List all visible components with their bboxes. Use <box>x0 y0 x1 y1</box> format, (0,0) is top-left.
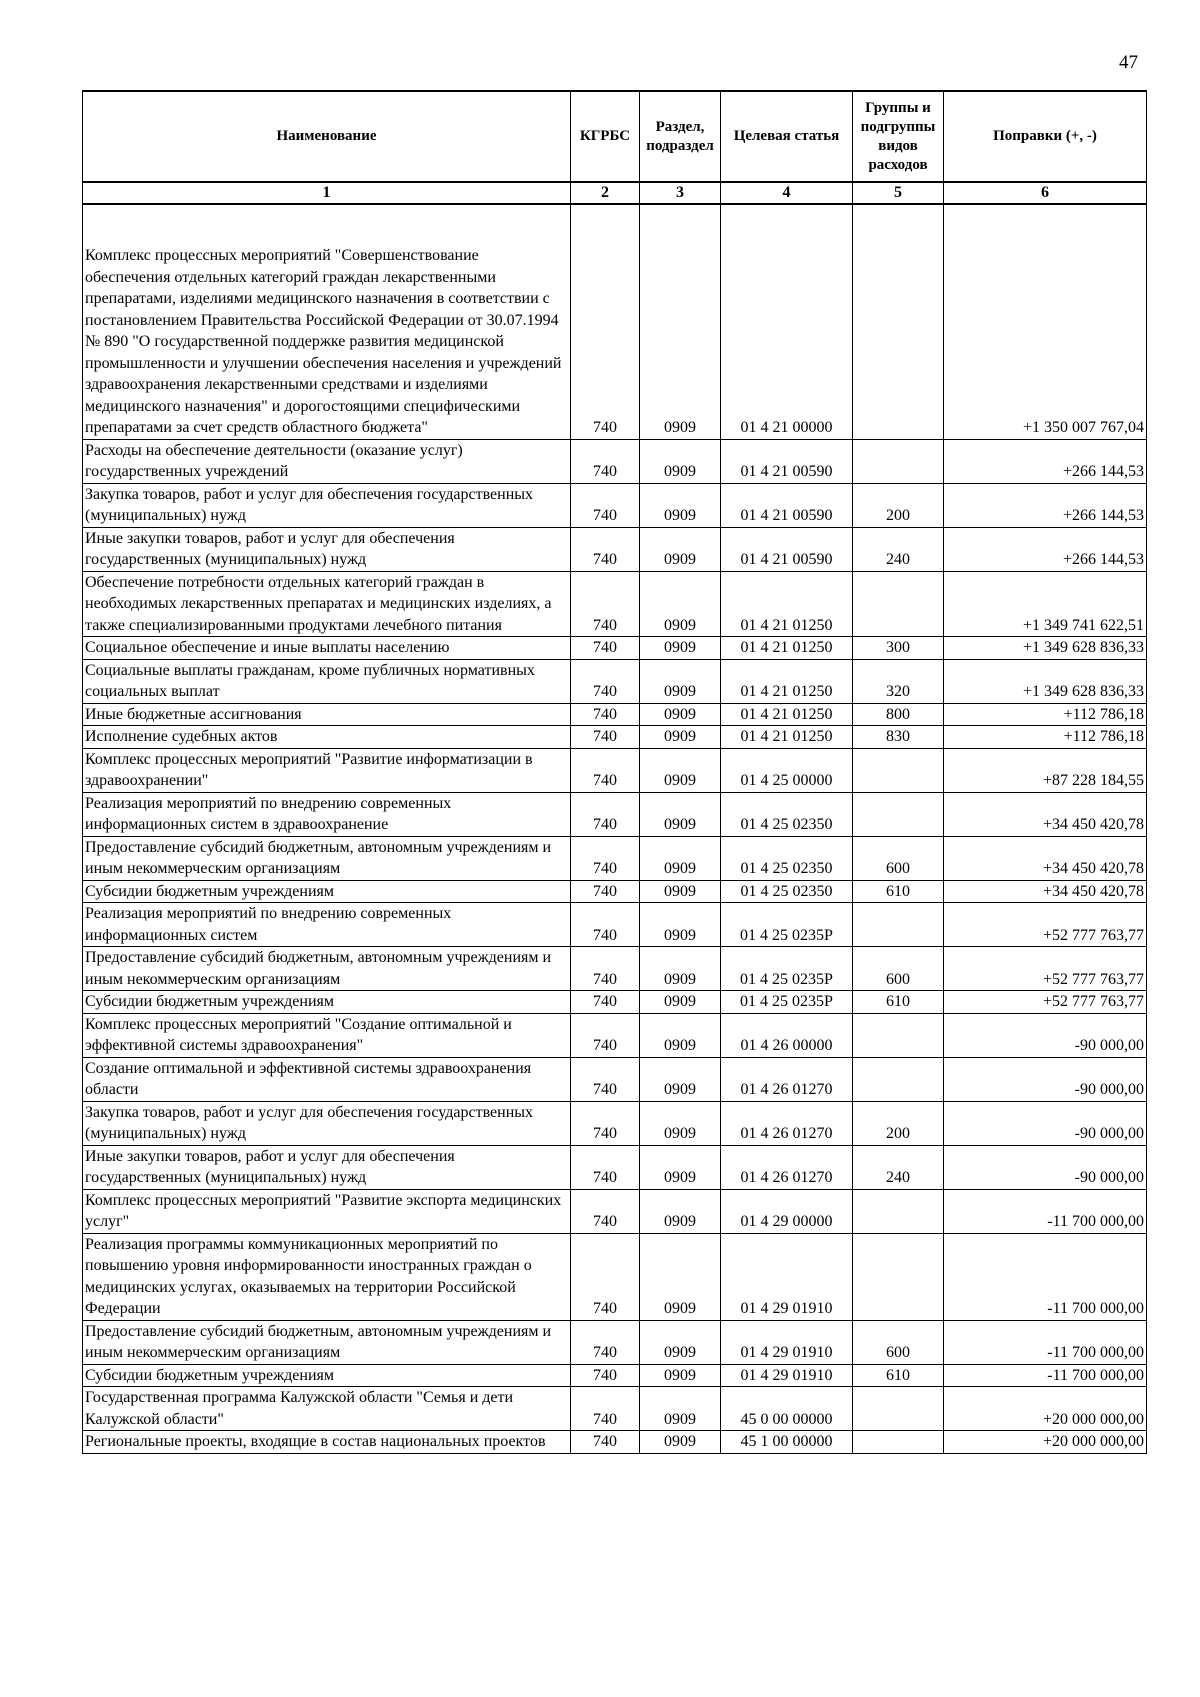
row-kgrbs: 740 <box>571 991 640 1014</box>
row-section: 0909 <box>640 439 721 483</box>
header-kgrbs: КГРБС <box>571 91 640 182</box>
row-kgrbs: 740 <box>571 1145 640 1189</box>
table-row <box>83 1320 1147 1364</box>
row-amount: +34 450 420,78 <box>944 792 1147 836</box>
row-kgrbs: 740 <box>571 836 640 880</box>
row-kgrbs: 740 <box>571 748 640 792</box>
row-section: 0909 <box>640 245 721 439</box>
header-target: Целевая статья <box>721 91 853 182</box>
row-target-article: 01 4 26 01270 <box>721 1145 853 1189</box>
row-name: Закупка товаров, работ и услуг для обеспечения государственных (муниципальных) нужд <box>83 1101 571 1145</box>
row-target-article: 01 4 29 00000 <box>721 1189 853 1233</box>
table-row <box>83 439 1147 483</box>
row-kgrbs: 740 <box>571 637 640 660</box>
column-number: 2 <box>571 182 640 204</box>
spacer-row <box>83 204 1147 245</box>
table-row <box>83 703 1147 726</box>
row-name: Субсидии бюджетным учреждениям <box>83 1364 571 1387</box>
row-amount: +266 144,53 <box>944 483 1147 527</box>
row-name: Иные закупки товаров, работ и услуг для обеспечения государственных (муниципальных) нужд <box>83 527 571 571</box>
row-kgrbs: 740 <box>571 880 640 903</box>
column-number: 3 <box>640 182 721 204</box>
table-row <box>83 1189 1147 1233</box>
table-row <box>83 1013 1147 1057</box>
row-expense-group: 200 <box>853 1101 944 1145</box>
row-amount: +20 000 000,00 <box>944 1431 1147 1454</box>
page-number: 47 <box>1119 52 1138 73</box>
row-target-article: 01 4 25 02350 <box>721 880 853 903</box>
row-section: 0909 <box>640 903 721 947</box>
row-name: Реализация мероприятий по внедрению современных информационных систем в здравоохранение <box>83 792 571 836</box>
row-expense-group: 600 <box>853 947 944 991</box>
row-kgrbs: 740 <box>571 439 640 483</box>
table-row <box>83 483 1147 527</box>
row-target-article: 01 4 29 01910 <box>721 1364 853 1387</box>
row-name: Комплекс процессных мероприятий "Совершенствование обеспечения отдельных категорий граждан лекарственными препаратами, изделиями медицинского назначения в соответствии с постановлением Правительства Российской Федерации от 30.07.1994 № 890 "О государственной поддержке развития медицинской промышленности и улучшении обеспечения населения и учреждений здравоохранения лекарственными средствами и изделиями медицинского назначения" и дорогостоящими специфическими препаратами за счет средств областного бюджета" <box>83 245 571 439</box>
row-section: 0909 <box>640 748 721 792</box>
row-section: 0909 <box>640 836 721 880</box>
row-kgrbs: 740 <box>571 1431 640 1454</box>
row-expense-group: 830 <box>853 726 944 749</box>
row-name: Государственная программа Калужской области "Семья и дети Калужской области" <box>83 1387 571 1431</box>
column-number: 4 <box>721 182 853 204</box>
row-amount: +1 349 628 836,33 <box>944 637 1147 660</box>
row-amount: +1 349 628 836,33 <box>944 659 1147 703</box>
row-section: 0909 <box>640 1233 721 1320</box>
row-section: 0909 <box>640 1145 721 1189</box>
row-name: Социальные выплаты гражданам, кроме публичных нормативных социальных выплат <box>83 659 571 703</box>
row-target-article: 01 4 26 01270 <box>721 1101 853 1145</box>
row-kgrbs: 740 <box>571 571 640 637</box>
table-row <box>83 947 1147 991</box>
row-section: 0909 <box>640 880 721 903</box>
row-name: Комплекс процессных мероприятий "Создание оптимальной и эффективной системы здравоохранения" <box>83 1013 571 1057</box>
row-expense-group <box>853 1189 944 1233</box>
table-row <box>83 991 1147 1014</box>
row-section: 0909 <box>640 726 721 749</box>
row-amount: +52 777 763,77 <box>944 903 1147 947</box>
row-amount: -11 700 000,00 <box>944 1364 1147 1387</box>
row-name: Предоставление субсидий бюджетным, автономным учреждениям и иным некоммерческим организациям <box>83 836 571 880</box>
row-name: Субсидии бюджетным учреждениям <box>83 880 571 903</box>
row-target-article: 01 4 26 00000 <box>721 1013 853 1057</box>
row-target-article: 01 4 21 00000 <box>721 245 853 439</box>
row-kgrbs: 740 <box>571 703 640 726</box>
row-name: Иные закупки товаров, работ и услуг для обеспечения государственных (муниципальных) нужд <box>83 1145 571 1189</box>
column-number-row <box>83 182 1147 204</box>
table-row <box>83 637 1147 660</box>
row-section: 0909 <box>640 703 721 726</box>
row-name: Иные бюджетные ассигнования <box>83 703 571 726</box>
row-amount: -90 000,00 <box>944 1101 1147 1145</box>
row-target-article: 01 4 21 01250 <box>721 703 853 726</box>
row-kgrbs: 740 <box>571 1364 640 1387</box>
row-name: Предоставление субсидий бюджетным, автономным учреждениям и иным некоммерческим организациям <box>83 1320 571 1364</box>
row-section: 0909 <box>640 1364 721 1387</box>
row-target-article: 01 4 25 0235Р <box>721 947 853 991</box>
row-target-article: 01 4 21 01250 <box>721 659 853 703</box>
row-expense-group <box>853 571 944 637</box>
table-row <box>83 836 1147 880</box>
row-expense-group: 200 <box>853 483 944 527</box>
row-expense-group: 240 <box>853 1145 944 1189</box>
row-section: 0909 <box>640 1387 721 1431</box>
row-target-article: 01 4 25 0235Р <box>721 903 853 947</box>
row-kgrbs: 740 <box>571 1320 640 1364</box>
row-amount: +52 777 763,77 <box>944 947 1147 991</box>
row-amount: +266 144,53 <box>944 439 1147 483</box>
row-name: Исполнение судебных актов <box>83 726 571 749</box>
header-amount: Поправки (+, -) <box>944 91 1147 182</box>
table-row <box>83 748 1147 792</box>
row-expense-group: 240 <box>853 527 944 571</box>
row-expense-group <box>853 1387 944 1431</box>
row-section: 0909 <box>640 1057 721 1101</box>
table-row <box>83 245 1147 439</box>
row-name: Комплекс процессных мероприятий "Развитие информатизации в здравоохранении" <box>83 748 571 792</box>
row-section: 0909 <box>640 947 721 991</box>
row-name: Реализация программы коммуникационных мероприятий по повышению уровня информированности иностранных граждан о медицинских услугах, оказываемых на территории Российской Федерации <box>83 1233 571 1320</box>
row-expense-group <box>853 1233 944 1320</box>
table-row <box>83 1233 1147 1320</box>
row-amount: +34 450 420,78 <box>944 880 1147 903</box>
table-row <box>83 1387 1147 1431</box>
table-row <box>83 571 1147 637</box>
row-amount: -11 700 000,00 <box>944 1189 1147 1233</box>
row-amount: +1 349 741 622,51 <box>944 571 1147 637</box>
table-row <box>83 726 1147 749</box>
row-target-article: 01 4 21 00590 <box>721 527 853 571</box>
row-target-article: 45 0 00 00000 <box>721 1387 853 1431</box>
row-amount: -90 000,00 <box>944 1057 1147 1101</box>
row-amount: +20 000 000,00 <box>944 1387 1147 1431</box>
row-expense-group <box>853 792 944 836</box>
row-target-article: 01 4 21 01250 <box>721 571 853 637</box>
table-row <box>83 1364 1147 1387</box>
row-kgrbs: 740 <box>571 1101 640 1145</box>
row-name: Предоставление субсидий бюджетным, автономным учреждениям и иным некоммерческим организациям <box>83 947 571 991</box>
row-section: 0909 <box>640 792 721 836</box>
row-section: 0909 <box>640 637 721 660</box>
row-section: 0909 <box>640 991 721 1014</box>
row-amount: +266 144,53 <box>944 527 1147 571</box>
row-expense-group <box>853 903 944 947</box>
table-row <box>83 903 1147 947</box>
row-expense-group <box>853 1013 944 1057</box>
row-kgrbs: 740 <box>571 792 640 836</box>
row-section: 0909 <box>640 571 721 637</box>
row-amount: -11 700 000,00 <box>944 1320 1147 1364</box>
row-expense-group: 610 <box>853 880 944 903</box>
table-row <box>83 1145 1147 1189</box>
row-expense-group: 800 <box>853 703 944 726</box>
table-row <box>83 1101 1147 1145</box>
row-target-article: 01 4 21 01250 <box>721 726 853 749</box>
row-kgrbs: 740 <box>571 245 640 439</box>
row-name: Субсидии бюджетным учреждениям <box>83 991 571 1014</box>
row-expense-group <box>853 1431 944 1454</box>
header-row <box>83 91 1147 182</box>
row-expense-group <box>853 748 944 792</box>
table-row <box>83 880 1147 903</box>
table-row <box>83 659 1147 703</box>
row-expense-group: 600 <box>853 836 944 880</box>
row-target-article: 01 4 29 01910 <box>721 1233 853 1320</box>
row-target-article: 01 4 25 02350 <box>721 792 853 836</box>
row-target-article: 01 4 29 01910 <box>721 1320 853 1364</box>
table-row <box>83 1057 1147 1101</box>
row-section: 0909 <box>640 1013 721 1057</box>
row-target-article: 01 4 21 01250 <box>721 637 853 660</box>
column-number: 6 <box>944 182 1147 204</box>
row-name: Реализация мероприятий по внедрению современных информационных систем <box>83 903 571 947</box>
row-amount: +112 786,18 <box>944 703 1147 726</box>
row-amount: -90 000,00 <box>944 1013 1147 1057</box>
row-section: 0909 <box>640 659 721 703</box>
row-name: Расходы на обеспечение деятельности (оказание услуг) государственных учреждений <box>83 439 571 483</box>
row-section: 0909 <box>640 1101 721 1145</box>
row-amount: +52 777 763,77 <box>944 991 1147 1014</box>
row-section: 0909 <box>640 1431 721 1454</box>
table-row <box>83 792 1147 836</box>
row-target-article: 01 4 25 0235Р <box>721 991 853 1014</box>
column-number: 1 <box>83 182 571 204</box>
row-kgrbs: 740 <box>571 659 640 703</box>
row-kgrbs: 740 <box>571 903 640 947</box>
row-expense-group <box>853 439 944 483</box>
row-kgrbs: 740 <box>571 947 640 991</box>
row-kgrbs: 740 <box>571 1013 640 1057</box>
row-target-article: 45 1 00 00000 <box>721 1431 853 1454</box>
column-number: 5 <box>853 182 944 204</box>
header-name: Наименование <box>83 91 571 182</box>
row-expense-group: 600 <box>853 1320 944 1364</box>
row-name: Создание оптимальной и эффективной системы здравоохранения области <box>83 1057 571 1101</box>
header-section: Раздел, подраздел <box>640 91 721 182</box>
row-expense-group <box>853 245 944 439</box>
row-expense-group: 300 <box>853 637 944 660</box>
header-group: Группы и подгруппы видов расходов <box>853 91 944 182</box>
row-name: Комплекс процессных мероприятий "Развитие экспорта медицинских услуг" <box>83 1189 571 1233</box>
row-target-article: 01 4 25 02350 <box>721 836 853 880</box>
row-section: 0909 <box>640 1189 721 1233</box>
row-kgrbs: 740 <box>571 483 640 527</box>
row-amount: +112 786,18 <box>944 726 1147 749</box>
row-amount: -11 700 000,00 <box>944 1233 1147 1320</box>
row-expense-group: 610 <box>853 991 944 1014</box>
row-name: Закупка товаров, работ и услуг для обеспечения государственных (муниципальных) нужд <box>83 483 571 527</box>
row-amount: -90 000,00 <box>944 1145 1147 1189</box>
row-amount: +34 450 420,78 <box>944 836 1147 880</box>
row-kgrbs: 740 <box>571 527 640 571</box>
row-amount: +87 228 184,55 <box>944 748 1147 792</box>
row-target-article: 01 4 21 00590 <box>721 483 853 527</box>
row-kgrbs: 740 <box>571 726 640 749</box>
row-kgrbs: 740 <box>571 1387 640 1431</box>
table-row <box>83 527 1147 571</box>
table-row <box>83 1431 1147 1454</box>
row-name: Региональные проекты, входящие в состав национальных проектов <box>83 1431 571 1454</box>
row-name: Социальное обеспечение и иные выплаты населению <box>83 637 571 660</box>
row-target-article: 01 4 21 00590 <box>721 439 853 483</box>
row-kgrbs: 740 <box>571 1233 640 1320</box>
row-section: 0909 <box>640 1320 721 1364</box>
row-amount: +1 350 007 767,04 <box>944 245 1147 439</box>
row-expense-group: 320 <box>853 659 944 703</box>
row-target-article: 01 4 25 00000 <box>721 748 853 792</box>
row-kgrbs: 740 <box>571 1057 640 1101</box>
row-name: Обеспечение потребности отдельных категорий граждан в необходимых лекарственных препаратах и медицинских изделиях, а также специализированными продуктами лечебного питания <box>83 571 571 637</box>
budget-table <box>82 90 1147 1454</box>
row-kgrbs: 740 <box>571 1189 640 1233</box>
row-expense-group: 610 <box>853 1364 944 1387</box>
row-section: 0909 <box>640 527 721 571</box>
row-target-article: 01 4 26 01270 <box>721 1057 853 1101</box>
row-section: 0909 <box>640 483 721 527</box>
row-expense-group <box>853 1057 944 1101</box>
